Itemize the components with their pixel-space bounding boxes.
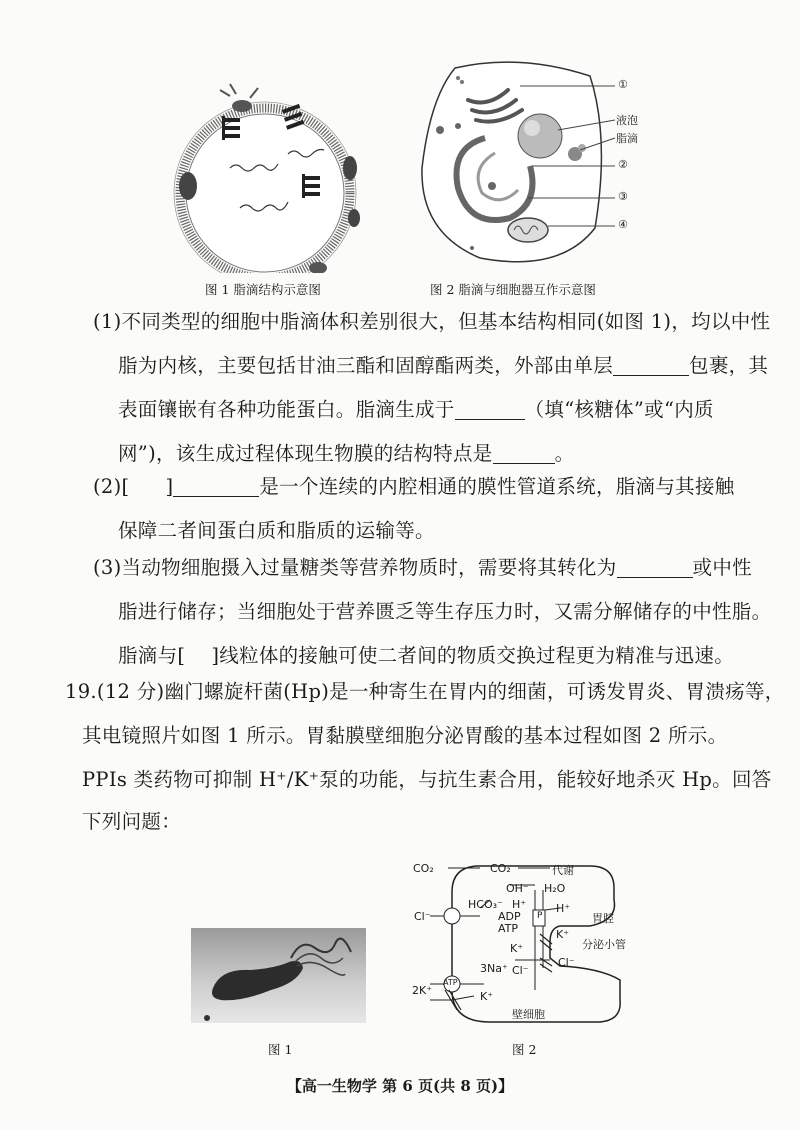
lumen-label: 胃腔 [592, 912, 614, 925]
cl-right-label: Cl⁻ [558, 956, 575, 969]
top-figure-1-caption: 图 1 脂滴结构示意图 [205, 282, 321, 297]
h-plus-right-label: H⁺ [556, 902, 571, 915]
oh-label: OH⁻ [506, 882, 529, 895]
q18-part1-line4: 网”)，该生成过程体现生物膜的结构特点是 。 [118, 442, 575, 465]
q19-line3: PPIs 类药物可抑制 H⁺/K⁺泵的功能，与抗生素合用，能较好地杀灭 Hp。回答 [82, 768, 772, 791]
atp-circle-label: ATP [443, 978, 458, 987]
label-vacuole: 液泡 [616, 114, 638, 127]
bottom-figure-1-caption: 图 1 [268, 1042, 293, 1057]
h-plus-label: H⁺ [512, 898, 527, 911]
k-right-label: K⁺ [556, 928, 570, 941]
label-3: ③ [618, 190, 628, 203]
q18-part1-line2: 脂为内核，主要包括甘油三酯和固醇酯两类，外部由单层 包裹，其 [118, 354, 769, 377]
hco3-label: HCO₃⁻ [468, 898, 503, 911]
answer-blank[interactable] [173, 476, 259, 497]
label-4: ④ [618, 218, 628, 231]
q18-part3-line3: 脂滴与[ ]线粒体的接触可使二者间的物质交换过程更为精准与迅速。 [118, 644, 735, 667]
q18-part1-line1: (1)不同类型的细胞中脂滴体积差别很大，但基本结构相同(如图 1)，均以中性 [93, 310, 771, 333]
k-bottom-label: K⁺ [480, 990, 494, 1003]
k2-label: 2K⁺ [412, 984, 433, 997]
cl-left-label: Cl⁻ [414, 910, 431, 923]
page-footer: 【高一生物学 第 6 页(共 8 页)】 [286, 1077, 514, 1095]
q18-part2-line2: 保障二者间蛋白质和脂质的运输等。 [118, 519, 435, 542]
q19-line4: 下列问题： [82, 810, 182, 833]
co2-left-label: CO₂ [413, 862, 434, 875]
atp-label: ATP [498, 922, 519, 935]
p-label: P [537, 911, 543, 921]
metabolism-label: 代谢 [552, 864, 574, 877]
k-inner-label: K⁺ [510, 942, 524, 955]
label-lipid-droplet: 脂滴 [616, 132, 638, 145]
cl-mid-label: Cl⁻ [512, 964, 529, 977]
na-label: 3Na⁺ [480, 962, 508, 975]
q19-line1: 19.(12 分)幽门螺旋杆菌(Hp)是一种寄生在胃内的细菌，可诱发胃炎、胃溃疡等， [65, 680, 785, 703]
parietal-cell-label: 壁细胞 [512, 1008, 545, 1021]
bottom-figure-2-caption: 图 2 [512, 1042, 537, 1057]
label-1: ① [618, 78, 628, 91]
hp-micrograph-image [191, 928, 366, 1023]
q18-part3-line2: 脂进行储存；当细胞处于营养匮乏等生存压力时，又需分解储存的中性脂。 [118, 600, 772, 623]
q18-part2-line1: (2)[ ] 是一个连续的内腔相通的膜性管道系统，脂滴与其接触 [93, 475, 735, 498]
q19-line2: 其电镜照片如图 1 所示。胃黏膜壁细胞分泌胃酸的基本过程如图 2 所示。 [82, 724, 728, 747]
co2-inner-label: CO₂ [490, 862, 511, 875]
q18-part1-line3: 表面镶嵌有各种功能蛋白。脂滴生成于 （填“核糖体”或“内质 [118, 398, 714, 421]
answer-blank[interactable] [493, 443, 555, 464]
adp-label: ADP [498, 910, 521, 923]
organelle-interaction-figure [410, 58, 625, 273]
q18-part3-line1: (3)当动物细胞摄入过量糖类等营养物质时，需要将其转化为 或中性 [93, 556, 752, 579]
canaliculus-label: 分泌小管 [582, 938, 626, 951]
h2o-label: H₂O [544, 882, 566, 895]
label-2: ② [618, 158, 628, 171]
answer-blank[interactable] [617, 557, 693, 578]
answer-blank[interactable] [613, 355, 689, 376]
top-figure-2-caption: 图 2 脂滴与细胞器互作示意图 [430, 282, 596, 297]
lipid-droplet-structure-figure [170, 58, 380, 273]
answer-blank[interactable] [455, 399, 525, 420]
